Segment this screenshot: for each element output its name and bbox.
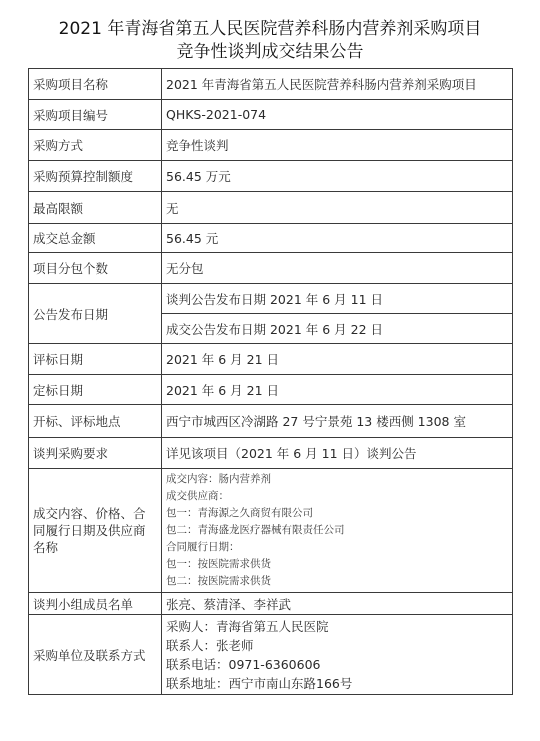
row-award-date	[29, 375, 513, 405]
contact-person: 联系人：张老师	[166, 637, 254, 653]
negotiation-announce-date: 谈判公告发布日期 2021 年 6 月 11 日	[162, 284, 513, 314]
deal-announce-date: 成交公告发布日期 2021 年 6 月 22 日	[162, 314, 513, 344]
panel-members-value: 张亮、蔡清泽、李祥武	[162, 593, 513, 615]
procurement-method-label: 采购方式	[29, 130, 162, 161]
row-venue	[29, 405, 513, 438]
requirements-label: 谈判采购要求	[29, 438, 162, 469]
project-name-value: 2021 年青海省第五人民医院营养科肠内营养剂采购项目	[162, 69, 513, 100]
venue-label: 开标、评标地点	[29, 405, 162, 438]
project-number-label: 采购项目编号	[29, 100, 162, 130]
package-2-contract-date: 包二：按医院需求供货	[166, 575, 271, 587]
package-count-value: 无分包	[162, 253, 513, 284]
row-project-number	[29, 100, 513, 130]
evaluation-date-label: 评标日期	[29, 344, 162, 375]
deal-supplier-heading: 成交供应商：	[166, 490, 229, 502]
row-panel-members	[29, 593, 513, 615]
total-amount-label: 成交总金额	[29, 224, 162, 253]
award-date-label: 定标日期	[29, 375, 162, 405]
total-amount-value: 56.45 元	[162, 224, 513, 253]
deal-info-label: 成交内容、价格、合同履行日期及供应商名称	[29, 469, 162, 593]
award-date-value: 2021 年 6 月 21 日	[162, 375, 513, 405]
announce-date-label: 公告发布日期	[29, 284, 162, 344]
budget-value: 56.45 万元	[162, 161, 513, 192]
title-line-2: 竞争性谈判成交结果公告	[176, 42, 364, 62]
document-title	[0, 18, 540, 64]
contact-phone: 联系电话：0971-6360606	[166, 656, 321, 672]
procurement-method-value: 竞争性谈判	[162, 130, 513, 161]
venue-value: 西宁市城西区冷湖路 27 号宁景苑 13 楼西侧 1308 室	[162, 405, 513, 438]
evaluation-date-value: 2021 年 6 月 21 日	[162, 344, 513, 375]
purchaser-name: 采购人：青海省第五人民医院	[166, 618, 329, 634]
info-table	[28, 68, 513, 695]
panel-members-label: 谈判小组成员名单	[29, 593, 162, 615]
package-count-label: 项目分包个数	[29, 253, 162, 284]
deal-content-line: 成交内容：肠内营养剂	[166, 473, 271, 485]
project-name-label: 采购项目名称	[29, 69, 162, 100]
contact-address: 联系地址：西宁市南山东路166号	[166, 675, 353, 691]
row-budget	[29, 161, 513, 192]
row-project-name	[29, 69, 513, 100]
package-1-supplier: 包一：青海源之久商贸有限公司	[166, 507, 313, 519]
requirements-value: 详见该项目（2021 年 6 月 11 日）谈判公告	[162, 438, 513, 469]
row-purchaser	[29, 615, 513, 695]
package-2-supplier: 包二：青海盛龙医疗器械有限责任公司	[166, 524, 345, 536]
row-evaluation-date	[29, 344, 513, 375]
purchaser-label: 采购单位及联系方式	[29, 615, 162, 695]
row-announce-negotiation	[29, 284, 513, 314]
project-number-value: QHKS-2021-074	[162, 100, 513, 130]
row-max-limit	[29, 192, 513, 224]
max-limit-value: 无	[162, 192, 513, 224]
row-requirements	[29, 438, 513, 469]
row-total-amount	[29, 224, 513, 253]
max-limit-label: 最高限额	[29, 192, 162, 224]
row-package-count	[29, 253, 513, 284]
contract-date-heading: 合同履行日期：	[166, 541, 240, 553]
title-line-1: 2021 年青海省第五人民医院营养科肠内营养剂采购项目	[58, 19, 482, 39]
deal-info-value	[162, 469, 513, 593]
row-deal-info	[29, 469, 513, 593]
package-1-contract-date: 包一：按医院需求供货	[166, 558, 271, 570]
row-procurement-method	[29, 130, 513, 161]
purchaser-value	[162, 615, 513, 695]
budget-label: 采购预算控制额度	[29, 161, 162, 192]
